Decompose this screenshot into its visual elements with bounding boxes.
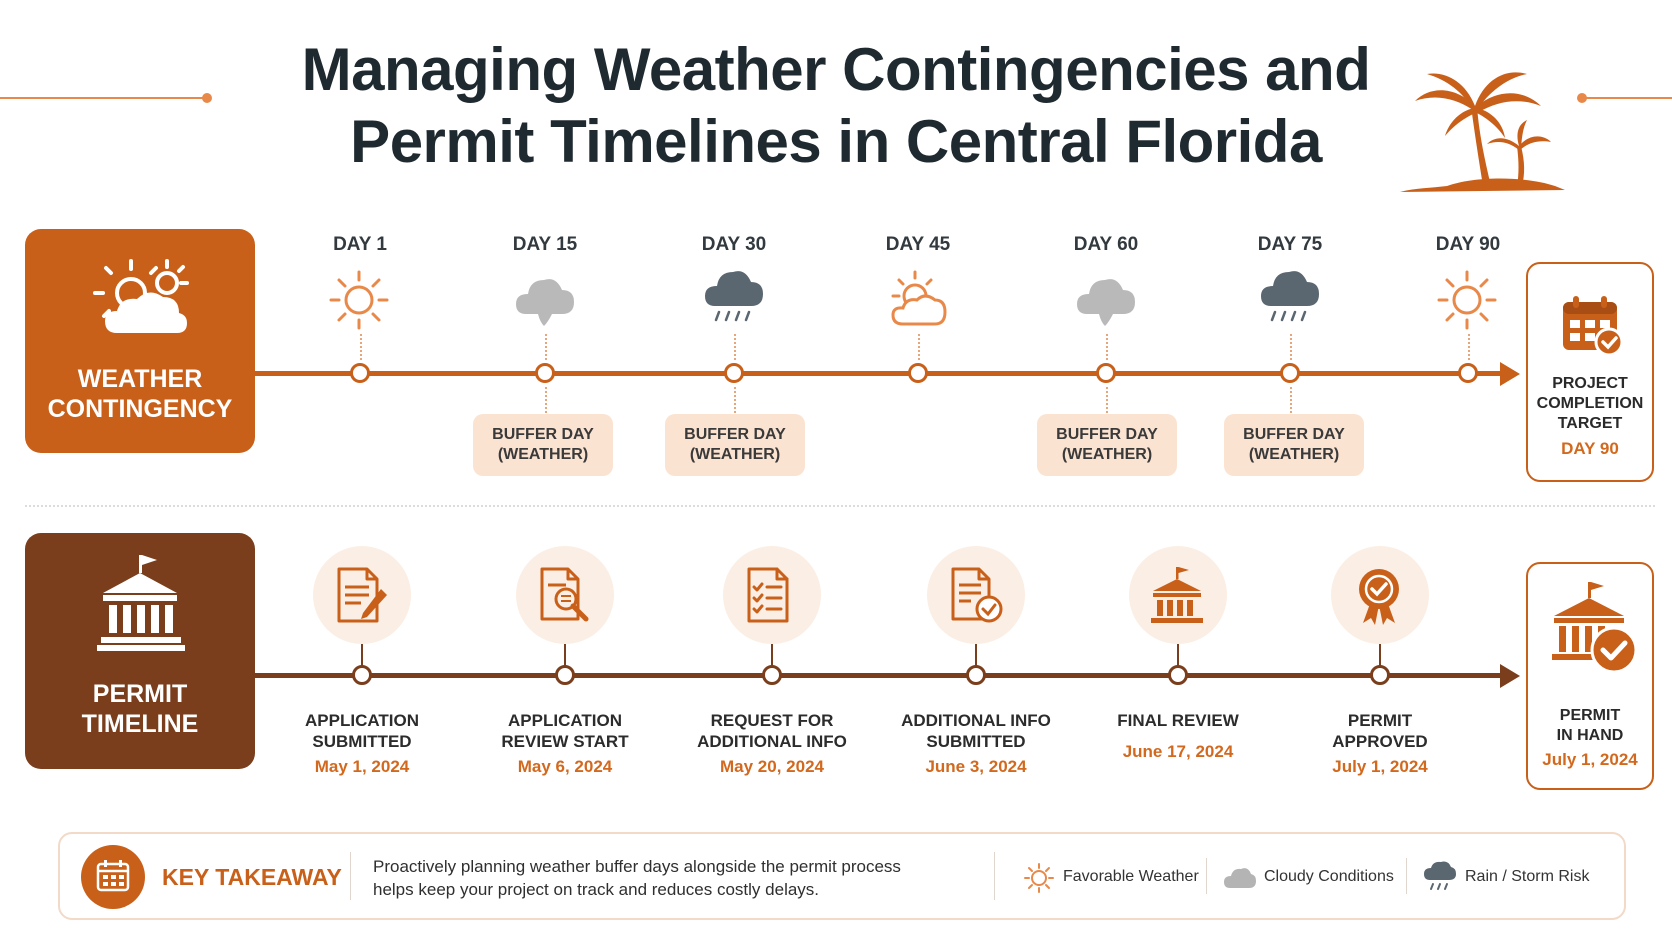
permit-step-label: PERMIT [1347, 711, 1413, 730]
buffer-label-2: (WEATHER) [1248, 446, 1340, 463]
permit-step-label: REQUEST FOR [710, 711, 834, 730]
connector-line [975, 644, 977, 666]
timeline-node [1168, 665, 1188, 685]
permit-step-icon-circle [313, 546, 411, 644]
permit-step-label: REVIEW START [501, 732, 629, 751]
buffer-day-box [665, 414, 805, 476]
end-label-3: TARGET [1557, 415, 1623, 432]
rain-cloud-icon [1257, 268, 1325, 337]
buffer-label-2: (WEATHER) [497, 446, 589, 463]
rain-cloud-icon [701, 268, 769, 337]
buffer-label-1: BUFFER DAY [492, 426, 594, 443]
permit-step-label: SUBMITTED [312, 732, 412, 751]
footer-separator [1206, 858, 1207, 894]
permit-step-label: FINAL REVIEW [1117, 711, 1239, 730]
timeline-node [352, 665, 372, 685]
document-pen-icon [333, 565, 389, 630]
connector-line [1177, 644, 1179, 666]
permit-step-date: June 17, 2024 [1122, 742, 1234, 761]
buffer-connector [545, 387, 547, 413]
buffer-day-box [1037, 414, 1177, 476]
end-day: DAY 90 [1561, 439, 1619, 458]
calendar-check-icon [1559, 292, 1625, 358]
cloud-icon [1073, 268, 1141, 337]
permit-card-label-2: TIMELINE [81, 710, 199, 738]
end-label-2: COMPLETION [1536, 395, 1644, 412]
connector-line [918, 334, 920, 360]
connector-line [545, 334, 547, 360]
weather-timeline-line [255, 371, 1508, 376]
legend-cloudy: Cloudy Conditions [1264, 868, 1394, 885]
section-divider [25, 505, 1655, 507]
checklist-icon [743, 565, 795, 630]
day-label: DAY 45 [885, 234, 951, 255]
weather-card-label-2: CONTINGENCY [47, 395, 233, 423]
permit-step-date: May 6, 2024 [517, 757, 613, 776]
permit-end-date: July 1, 2024 [1542, 750, 1638, 769]
permit-timeline-arrow [1500, 664, 1520, 688]
weather-card-label-1: WEATHER [77, 365, 203, 393]
permit-step-date: July 1, 2024 [1332, 757, 1428, 776]
partly-sunny-icon [885, 268, 953, 337]
connector-line [1468, 334, 1470, 360]
buffer-connector [734, 387, 736, 413]
cloud-icon [1222, 864, 1258, 892]
weather-contingency-card [25, 229, 255, 453]
timeline-node [762, 665, 782, 685]
day-label: DAY 30 [701, 234, 767, 255]
permit-step-date: June 3, 2024 [925, 757, 1027, 776]
permit-step-label: SUBMITTED [926, 732, 1026, 751]
permit-step-date: May 20, 2024 [720, 757, 824, 776]
footer-separator [350, 852, 351, 900]
building-check-icon [1550, 580, 1640, 680]
day-label: DAY 1 [333, 234, 387, 255]
sunny-icon [1023, 862, 1055, 894]
buffer-label-2: (WEATHER) [1061, 446, 1153, 463]
end-label-1: PROJECT [1552, 375, 1628, 392]
permit-in-hand-box [1526, 562, 1654, 790]
calendar-icon [96, 859, 130, 893]
permit-step-label: ADDITIONAL INFO [901, 711, 1051, 730]
legend-rain: Rain / Storm Risk [1465, 868, 1590, 885]
permit-end-label-2: IN HAND [1556, 727, 1624, 744]
sunny-icon [327, 268, 391, 337]
government-building-icon [1149, 565, 1205, 630]
timeline-node [1096, 363, 1116, 383]
buffer-day-box [473, 414, 613, 476]
key-takeaway-text-1: Proactively planning weather buffer days alongside the permit process [373, 857, 901, 876]
permit-step-icon-circle [927, 546, 1025, 644]
timeline-node [1280, 363, 1300, 383]
permit-step-label: ADDITIONAL INFO [697, 732, 847, 751]
permit-step-icon-circle [1331, 546, 1429, 644]
connector-line [1379, 644, 1381, 666]
weather-timeline-arrow [1500, 362, 1520, 386]
connector-line [1106, 334, 1108, 360]
timeline-node [724, 363, 744, 383]
permit-step-label: APPROVED [1332, 732, 1428, 751]
document-search-icon [536, 565, 596, 630]
document-check-icon [947, 565, 1005, 630]
permit-step-date: May 1, 2024 [314, 757, 410, 776]
key-takeaway-text-2: helps keep your project on track and reduces costly delays. [373, 880, 820, 899]
cloud-icon [512, 268, 580, 337]
permit-timeline-line [255, 673, 1508, 678]
day-label: DAY 90 [1435, 234, 1501, 255]
buffer-connector [1106, 387, 1108, 413]
permit-step-icon-circle [516, 546, 614, 644]
key-takeaway-label: KEY TAKEAWAY [162, 864, 342, 890]
permit-card-label-1: PERMIT [92, 680, 188, 708]
day-label: DAY 75 [1257, 234, 1323, 255]
connector-line [564, 644, 566, 666]
timeline-node [966, 665, 986, 685]
government-building-icon [95, 553, 185, 653]
page-title-line2: Permit Timelines in Central Florida [350, 108, 1322, 175]
palm-tree-icon [1395, 66, 1565, 198]
connector-line [771, 644, 773, 666]
buffer-label-1: BUFFER DAY [1243, 426, 1345, 443]
connector-line [360, 334, 362, 360]
timeline-node [350, 363, 370, 383]
buffer-label-2: (WEATHER) [689, 446, 781, 463]
connector-line [361, 644, 363, 666]
buffer-day-box [1224, 414, 1364, 476]
permit-step-label: APPLICATION [305, 711, 419, 730]
permit-step-icon-circle [723, 546, 821, 644]
day-label: DAY 60 [1073, 234, 1139, 255]
buffer-label-1: BUFFER DAY [684, 426, 786, 443]
sunny-icon [1435, 268, 1499, 337]
timeline-node [908, 363, 928, 383]
timeline-node [1370, 665, 1390, 685]
timeline-node [535, 363, 555, 383]
connector-line [734, 334, 736, 360]
permit-step-label: APPLICATION [508, 711, 622, 730]
permit-timeline-card [25, 533, 255, 769]
permit-end-label-1: PERMIT [1559, 707, 1621, 724]
connector-line [1290, 334, 1292, 360]
page-title-line1: Managing Weather Contingencies and [301, 36, 1371, 103]
footer-separator [1406, 858, 1407, 894]
buffer-connector [1290, 387, 1292, 413]
timeline-node [1458, 363, 1478, 383]
day-label: DAY 15 [512, 234, 578, 255]
legend-favorable: Favorable Weather [1063, 868, 1199, 885]
rain-cloud-icon [1422, 860, 1458, 894]
approval-badge-icon [1351, 565, 1407, 630]
permit-step-icon-circle [1129, 546, 1227, 644]
buffer-label-1: BUFFER DAY [1056, 426, 1158, 443]
partly-sunny-icon [87, 253, 193, 339]
timeline-node [555, 665, 575, 685]
footer-separator [994, 852, 995, 900]
project-completion-target-box [1526, 262, 1654, 482]
